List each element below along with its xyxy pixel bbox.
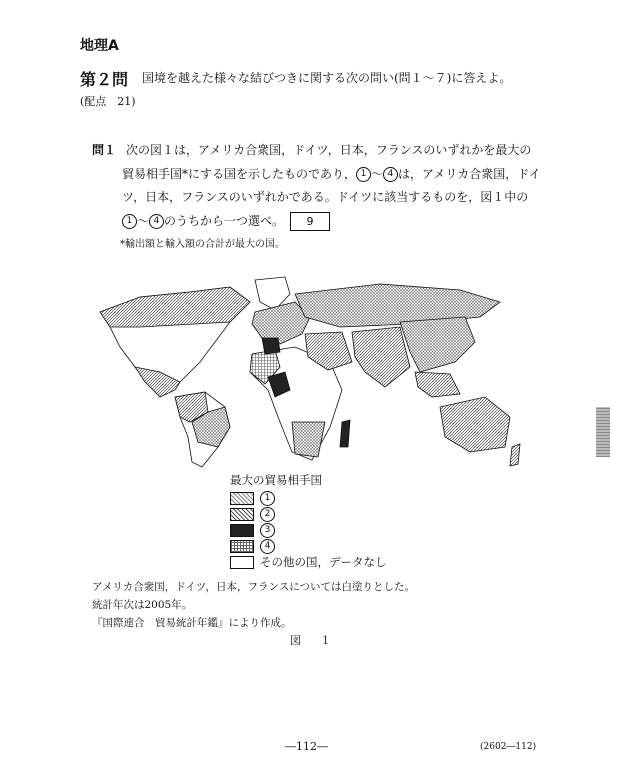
legend-swatch	[230, 524, 254, 537]
tilde: ～	[137, 213, 150, 228]
legend-marker-4: 4	[260, 539, 275, 554]
world-map	[80, 272, 530, 472]
tilde: ～	[371, 166, 384, 181]
footnote: *輸出額と輸入額の合計が最大の国。	[120, 239, 285, 250]
legend-swatch	[230, 492, 254, 505]
legend-swatch	[230, 508, 254, 521]
subject-heading: 地理A	[80, 38, 119, 54]
canada	[100, 287, 250, 327]
legend-item-3	[230, 522, 387, 538]
note-line: アメリカ合衆国，ドイツ，日本，フランスについては白塗りとした。	[92, 581, 415, 593]
choice-marker-1: 1	[122, 214, 137, 229]
legend-item-4	[230, 538, 387, 554]
page-number: ―112―	[285, 740, 328, 753]
legend-marker-1: 1	[260, 491, 275, 506]
points-allocation: (配点 21)	[80, 95, 136, 108]
problem-line-3: ツ，日本，フランスのいずれかである。ドイツに該当するものを，図１中の	[122, 190, 529, 204]
choice-marker-4: 4	[383, 167, 398, 182]
legend-other-label: その他の国，データなし	[260, 555, 387, 569]
exam-code: (2602―112)	[480, 742, 537, 752]
choice-marker-1: 1	[356, 167, 371, 182]
south-asia	[352, 327, 410, 387]
legend-marker-2: 2	[260, 507, 275, 522]
note-line: 『国際連合 貿易統計年鑑』により作成。	[92, 617, 292, 629]
problem-line-4: のうちから一つ選べ。	[164, 213, 285, 228]
question-text: 国境を越えた様々な結びつきに関する次の問い(問１～７)に答えよ。	[142, 71, 512, 85]
australia	[440, 397, 510, 452]
problem-1	[92, 139, 541, 233]
legend-item-other	[230, 554, 387, 570]
figure-caption: 図 １	[290, 634, 335, 647]
legend-item-2	[230, 506, 387, 522]
russia	[295, 284, 500, 327]
madagascar	[340, 420, 350, 447]
legend-title: 最大の貿易相手国	[230, 473, 322, 487]
problem-line-2: 貿易相手国*にする国を示したものであり，	[122, 166, 357, 181]
new-zealand	[510, 444, 520, 466]
problem-label: 問１	[92, 143, 117, 157]
map-legend	[230, 472, 387, 570]
question-number: 第２問	[80, 70, 129, 89]
algeria-black	[262, 338, 280, 354]
page-edge-tab	[596, 407, 610, 457]
east-asia	[400, 317, 475, 372]
southern-africa	[292, 422, 325, 457]
problem-line-2b: は，アメリカ合衆国，ドイ	[398, 166, 541, 181]
legend-marker-3: 3	[260, 523, 275, 538]
figure-notes	[92, 578, 415, 632]
legend-swatch	[230, 540, 254, 553]
problem-line-1: 次の図１は，アメリカ合衆国，ドイツ，日本，フランスのいずれかを最大の	[126, 143, 532, 157]
legend-item-1	[230, 490, 387, 506]
note-line: 統計年次は2005年。	[92, 599, 193, 611]
answer-box[interactable]: 9	[290, 212, 330, 231]
legend-swatch	[230, 556, 254, 569]
choice-marker-4: 4	[149, 214, 164, 229]
southeast-asia	[415, 372, 460, 397]
